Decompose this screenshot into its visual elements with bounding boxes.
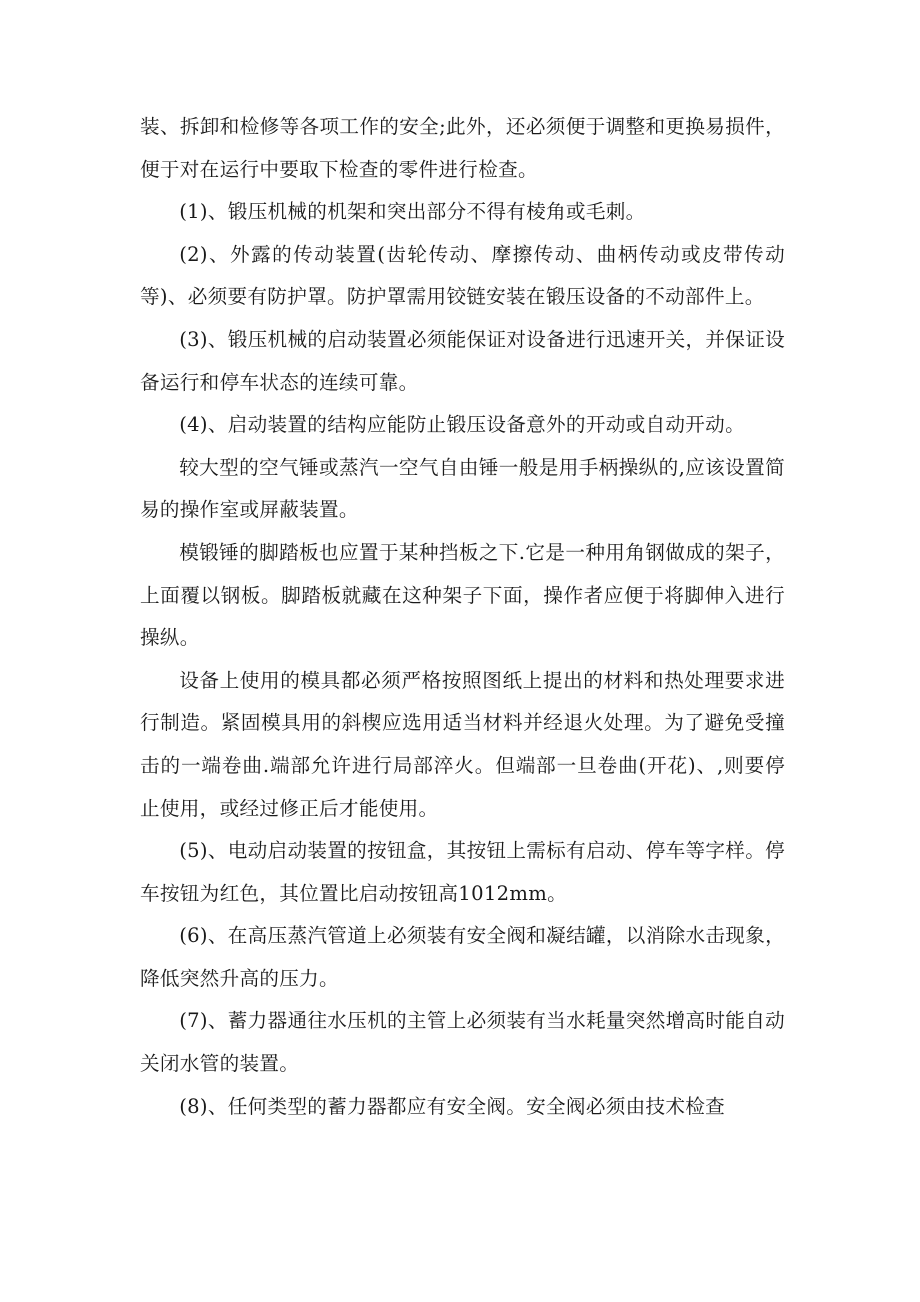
paragraph-item-2: (2)、外露的传动装置(齿轮传动、摩擦传动、曲柄传动或皮带传动等)、必须要有防护罩。防护罩需用铰链安装在锻压设备的不动部件上。 [140,242,785,309]
paragraph-item-8: (8)、任何类型的蓄力器都应有安全阀。安全阀必须由技术检查 [179,1094,726,1118]
paragraph-item-7: (7)、蓄力器通往水压机的主管上必须装有当水耗量突然增高时能自动关闭水管的装置。 [140,1009,785,1076]
paragraph-foot-pedal: 模锻锤的脚踏板也应置于某种挡板之下.它是一种用角钢做成的架子，上面覆以钢板。脚踏板就藏在这种架子下面，操作者应便于将脚伸入进行操纵。 [140,540,785,650]
paragraph-item-1: (1)、锻压机械的机架和突出部分不得有棱角或毛刺。 [179,200,646,224]
paragraph-continuation: 装、拆卸和检修等各项工作的安全;此外，还必须便于调整和更换易损件，便于对在运行中要取下检查的零件进行检查。 [140,115,785,181]
paragraph-item-6: (6)、在高压蒸汽管道上必须装有安全阀和凝结罐，以消除水击现象，降低突然升高的压力。 [140,924,785,990]
paragraph-item-4: (4)、启动装置的结构应能防止锻压设备意外的开动或自动开动。 [179,413,745,437]
paragraph-dies: 设备上使用的模具都必须严格按照图纸上提出的材料和热处理要求进行制造。紧固模具用的斜楔应选用适当材料并经退火处理。为了避免受撞击的一端卷曲.端部允许进行局部淬火。但端部一旦卷曲(开花)、,则要停止使用，或经过修正后才能使用。 [140,668,785,820]
paragraph-item-5: (5)、电动启动装置的按钮盒，其按钮上需标有启动、停车等字样。停车按钮为红色，其位置比启动按钮高1012mm。 [140,839,785,905]
paragraph-air-hammer: 较大型的空气锤或蒸汽一空气自由锤一般是用手柄操纵的,应该设置简易的操作室或屏蔽装置。 [140,455,785,522]
paragraph-item-3: (3)、锻压机械的启动装置必须能保证对设备进行迅速开关，并保证设备运行和停车状态的连续可靠。 [140,327,785,394]
document-body [140,106,785,1128]
